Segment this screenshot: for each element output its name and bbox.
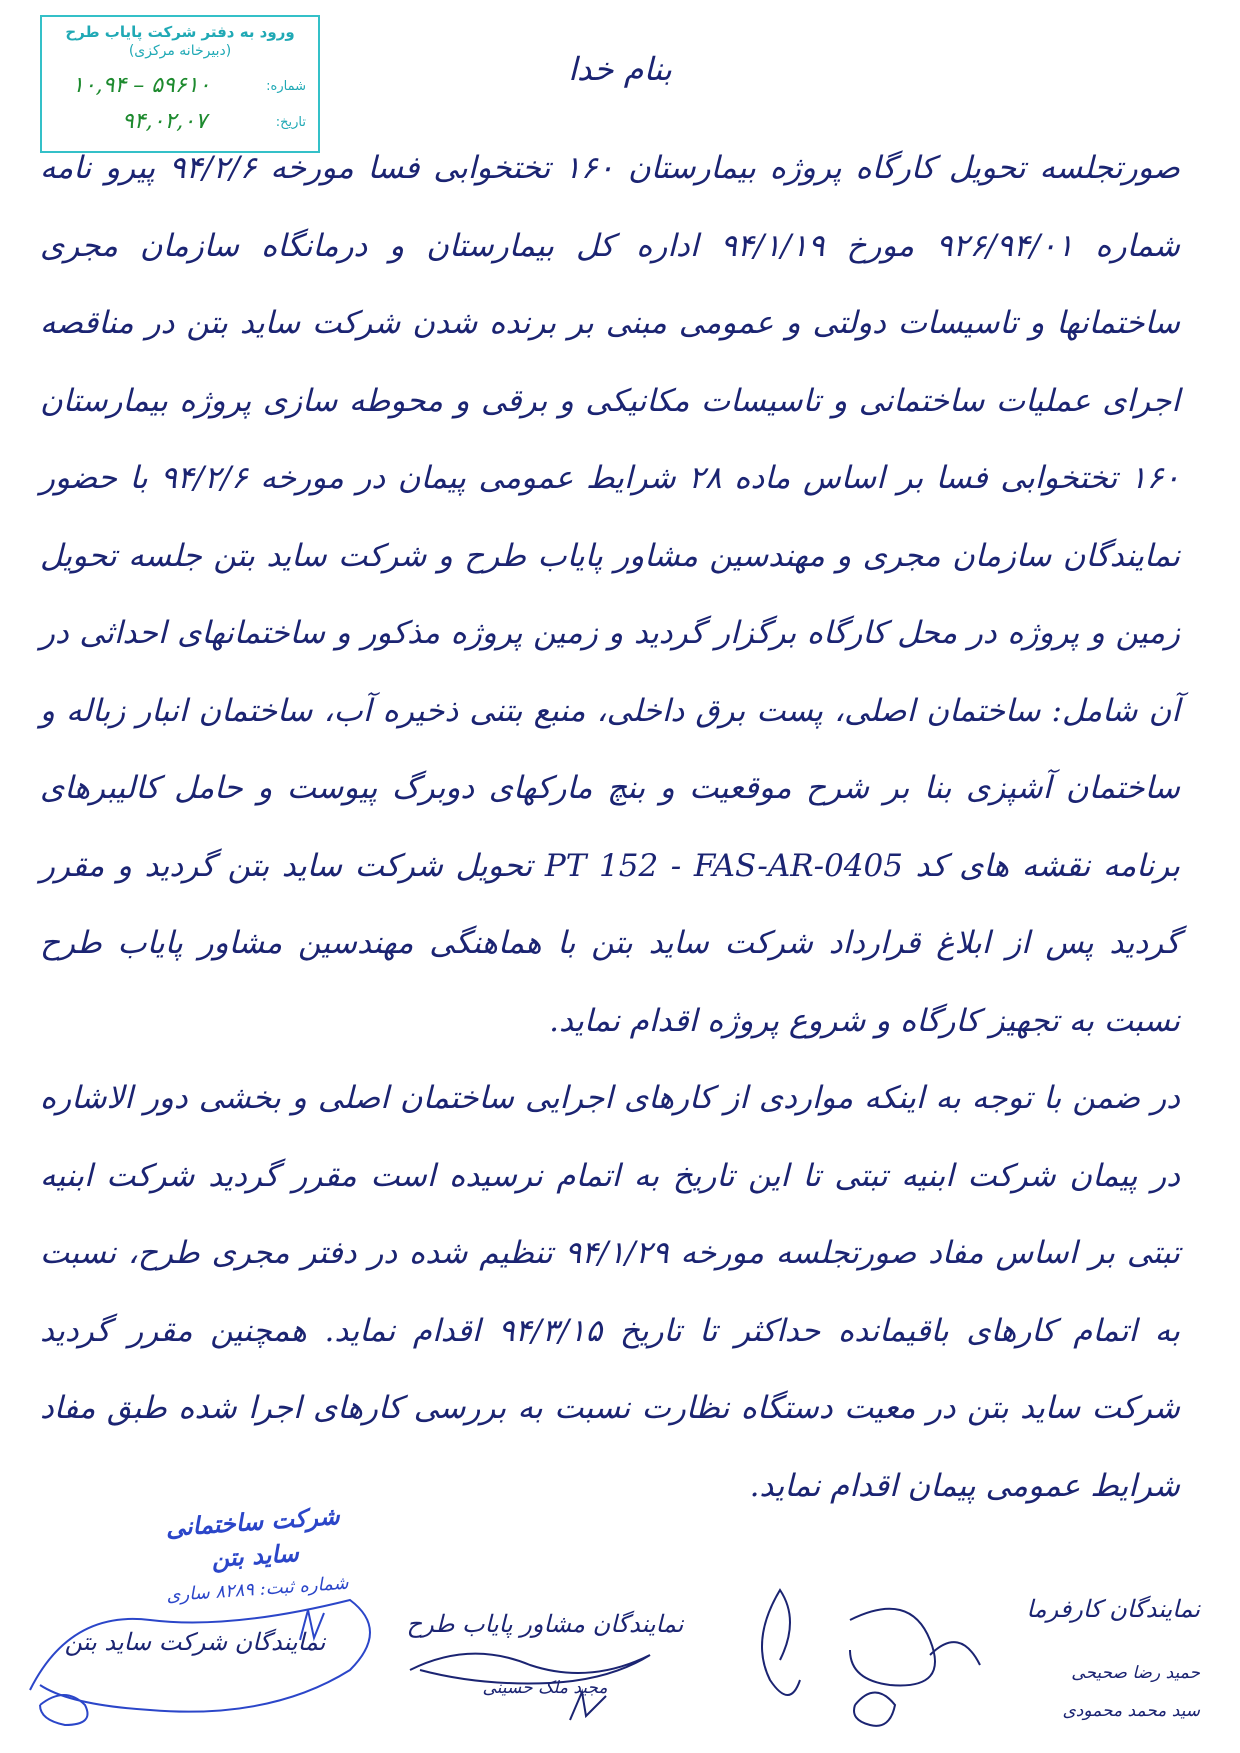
contractor-title: نمایندگان شرکت ساید بتن — [64, 1628, 326, 1656]
body-paragraph-1: صورتجلسه تحویل کارگاه پروژه بیمارستان ۱۶۰ تختخوابی فسا مورخه ۹۴/۲/۶ پیرو نامه شماره ۹۲۶/۹۴/۰۱ مورخ ۹۴/۱/۱۹ اداره کل بیمارستان و درمانگاه سازمان مجری ساختمانها و تاسیسات دولتی و عمومی مبنی بر برنده شدن شرکت ساید بتن در مناقصه اجرای عملیات ساختمانی و تاسیسات مکانیکی و برقی و محوطه سازی پروژه بیمارستان ۱۶۰ تختخوابی فسا بر اساس ماده ۲۸ شرایط عمومی پیمان در مورخه ۹۴/۲/۶ با حضور نمایندگان سازمان مجری و مهندسین مشاور پایاب طرح و شرکت ساید بتن جلسه تحویل زمین و پروژه در محل کارگاه برگزار گردید و زمین پروژه مذکور و ساختمانهای احداثی در آن شامل: ساختمان اصلی، پست برق داخلی، منبع بتنی ذخیره آب، ساختمان انبار زباله و ساختمان آشپزی بنا بر شرح موقعیت و بنچ مارکهای دوبرگ پیوست و حامل کالیبرهای برنامه نقشه های کد PT 152 - FAS-AR-0405 تحویل شرکت ساید بتن گردید و مقرر گردید پس از ابلاغ قرارداد شرکت ساید بتن با هماهنگی مهندسین مشاور پایاب طرح نسبت به تجهیز کارگاه و شروع پروژه اقدام نماید. — [40, 150, 1181, 1039]
company-seal — [147, 1498, 363, 1612]
stamp-date-value: ۹۴,۰۲,۰۷ — [122, 109, 207, 134]
consultant-name: مجید ملک حسینی — [482, 1678, 608, 1698]
body-paragraph-2: در ضمن با توجه به اینکه مواردی از کارهای اجرایی ساختمان اصلی و بخشی دور الاشاره در پیمان شرکت ابنیه تبتی تا این تاریخ به اتمام نرسیده است مقرر گردید شرکت ابنیه تبتی بر اساس مفاد صورتجلسه مورخه ۹۴/۱/۲۹ تنظیم شده در دفتر مجری طرح، نسبت به اتمام کارهای باقیمانده حداکثر تا تاریخ ۹۴/۳/۱۵ اقدام نماید. همچنین مقرر گردید شرکت ساید بتن در معیت دستگاه نظارت نسبت به بررسی کارهای اجرا شده طبق مفاد شرایط عمومی پیمان اقدام نماید. — [40, 1080, 1180, 1504]
document-heading: بنام خدا — [568, 50, 672, 88]
contractor-signature-block — [25, 1628, 365, 1656]
employer-signature-block — [780, 1595, 1200, 1721]
consultant-title: نمایندگان مشاور پایاب طرح — [406, 1610, 684, 1638]
stamp-date-label: تاریخ: — [275, 115, 306, 130]
letter-body — [40, 130, 1180, 1525]
employer-title: نمایندگان کارفرما — [1026, 1595, 1200, 1623]
stamp-title: ورود به دفتر شرکت پایاب طرح — [65, 23, 295, 41]
employer-name-1: حمید رضا صحیحی — [1071, 1663, 1200, 1683]
stamp-subtitle: (دبیرخانه مرکزی) — [128, 43, 232, 59]
stamp-number-label: شماره: — [266, 79, 306, 94]
employer-name-2: سید محمد محمودی — [1062, 1701, 1200, 1721]
company-seal-name: شرکت ساختمانی ساید بتن — [164, 1501, 341, 1574]
company-seal-reg: شماره ثبت: ۸۲۸۹ ساری — [165, 1572, 350, 1607]
contractor-signature-loop — [40, 1695, 88, 1725]
consultant-signature-block — [390, 1610, 700, 1698]
stamp-number-value: ۱۰,۹۴ – ۵۹۶۱۰ — [72, 73, 211, 98]
